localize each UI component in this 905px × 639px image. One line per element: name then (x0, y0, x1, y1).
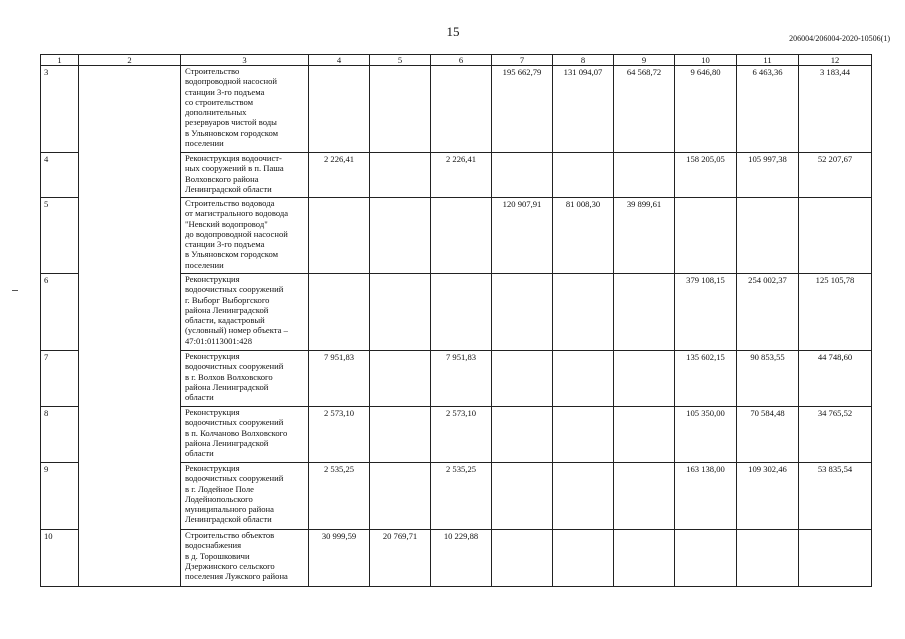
value-cell: 163 138,00 (675, 463, 737, 530)
value-cell (431, 274, 492, 351)
value-cell (370, 463, 431, 530)
value-cell: 44 748,60 (799, 351, 872, 407)
value-cell (370, 274, 431, 351)
document-id: 206004/206004-2020-10506(1) (789, 34, 890, 43)
value-cell (309, 198, 370, 274)
value-cell: 135 602,15 (675, 351, 737, 407)
value-cell: 90 853,55 (737, 351, 799, 407)
value-cell (431, 198, 492, 274)
value-cell: 10 229,88 (431, 530, 492, 587)
column-header: 4 (309, 55, 370, 66)
value-cell: 131 094,07 (553, 66, 614, 153)
row-number: 10 (41, 530, 79, 587)
page-number: 15 (446, 24, 460, 39)
row-number: 4 (41, 153, 79, 198)
value-cell: 158 205,05 (675, 153, 737, 198)
value-cell (675, 530, 737, 587)
value-cell (370, 198, 431, 274)
value-cell (492, 274, 553, 351)
value-cell (614, 407, 675, 463)
value-cell: 34 765,52 (799, 407, 872, 463)
value-cell (431, 66, 492, 153)
value-cell (614, 351, 675, 407)
value-cell: 195 662,79 (492, 66, 553, 153)
value-cell: 3 183,44 (799, 66, 872, 153)
value-cell (799, 530, 872, 587)
object-description: Строительство водопроводной насосной станции 3-го подъема со строительством дополнительных резервуаров чистой воды в Ульяновском городском поселении (181, 66, 309, 153)
column-header: 6 (431, 55, 492, 66)
column-header: 3 (181, 55, 309, 66)
value-cell (799, 198, 872, 274)
value-cell: 20 769,71 (370, 530, 431, 587)
value-cell (553, 463, 614, 530)
object-description: Реконструкция водоочистных сооружений в г. Лодейное Поле Лодейнопольского муниципального района Ленинградской области (181, 463, 309, 530)
value-cell (737, 198, 799, 274)
row-number: 6 (41, 274, 79, 351)
value-cell: 9 646,80 (675, 66, 737, 153)
value-cell (309, 66, 370, 153)
column-header: 11 (737, 55, 799, 66)
value-cell: 53 835,54 (799, 463, 872, 530)
value-cell: 254 002,37 (737, 274, 799, 351)
value-cell (492, 351, 553, 407)
value-cell (614, 274, 675, 351)
value-cell: 109 302,46 (737, 463, 799, 530)
column-header: 7 (492, 55, 553, 66)
data-table (40, 54, 872, 587)
value-cell: 64 568,72 (614, 66, 675, 153)
value-cell: 125 105,78 (799, 274, 872, 351)
value-cell: 2 226,41 (309, 153, 370, 198)
value-cell: 7 951,83 (431, 351, 492, 407)
value-cell: 70 584,48 (737, 407, 799, 463)
group-cell (79, 66, 181, 587)
data-table-container (40, 54, 871, 587)
value-cell (737, 530, 799, 587)
column-header: 5 (370, 55, 431, 66)
row-number: 8 (41, 407, 79, 463)
column-header: 10 (675, 55, 737, 66)
value-cell (614, 153, 675, 198)
column-header: 1 (41, 55, 79, 66)
value-cell (370, 66, 431, 153)
value-cell (553, 274, 614, 351)
table-row (41, 66, 872, 153)
row-number: 3 (41, 66, 79, 153)
header-row (41, 55, 872, 66)
value-cell: 379 108,15 (675, 274, 737, 351)
value-cell (614, 463, 675, 530)
value-cell: 2 573,10 (431, 407, 492, 463)
object-description: Реконструкция водоочистных сооружений в п. Колчаново Волховского района Ленинградской области (181, 407, 309, 463)
value-cell (492, 407, 553, 463)
object-description: Строительство объектов водоснабжения в д. Торошковичи Дзержинского сельского поселения Лужского района (181, 530, 309, 587)
column-header: 12 (799, 55, 872, 66)
value-cell: 120 907,91 (492, 198, 553, 274)
value-cell (614, 530, 675, 587)
value-cell (675, 198, 737, 274)
row-number: 9 (41, 463, 79, 530)
value-cell (370, 407, 431, 463)
row-number: 5 (41, 198, 79, 274)
value-cell: 2 226,41 (431, 153, 492, 198)
value-cell: 81 008,30 (553, 198, 614, 274)
value-cell: 7 951,83 (309, 351, 370, 407)
object-description: Строительство водовода от магистрального водовода "Невский водопровод" до водопроводной насосной станции 3-го подъема в Ульяновском городском поселении (181, 198, 309, 274)
column-header: 8 (553, 55, 614, 66)
object-description: Реконструкция водоочист- ных сооружений в п. Паша Волховского района Ленинградской области (181, 153, 309, 198)
value-cell: 105 350,00 (675, 407, 737, 463)
value-cell (553, 530, 614, 587)
value-cell (309, 274, 370, 351)
value-cell (492, 463, 553, 530)
value-cell: 30 999,59 (309, 530, 370, 587)
value-cell (492, 530, 553, 587)
column-header: 2 (79, 55, 181, 66)
row-number: 7 (41, 351, 79, 407)
value-cell: 2 535,25 (431, 463, 492, 530)
value-cell: 105 997,38 (737, 153, 799, 198)
value-cell (553, 407, 614, 463)
column-header: 9 (614, 55, 675, 66)
value-cell (553, 351, 614, 407)
value-cell: 39 899,61 (614, 198, 675, 274)
value-cell: 6 463,36 (737, 66, 799, 153)
value-cell (370, 153, 431, 198)
object-description: Реконструкция водоочистных сооружений г. Выборг Выборгского района Ленинградской области, кадастровый (условный) номер объекта – 47:01:0113001:428 (181, 274, 309, 351)
value-cell (370, 351, 431, 407)
value-cell: 2 535,25 (309, 463, 370, 530)
value-cell (492, 153, 553, 198)
value-cell: 52 207,67 (799, 153, 872, 198)
value-cell (553, 153, 614, 198)
value-cell: 2 573,10 (309, 407, 370, 463)
object-description: Реконструкция водоочистных сооружений в г. Волхов Волховского района Ленинградской области (181, 351, 309, 407)
margin-mark (12, 290, 18, 291)
